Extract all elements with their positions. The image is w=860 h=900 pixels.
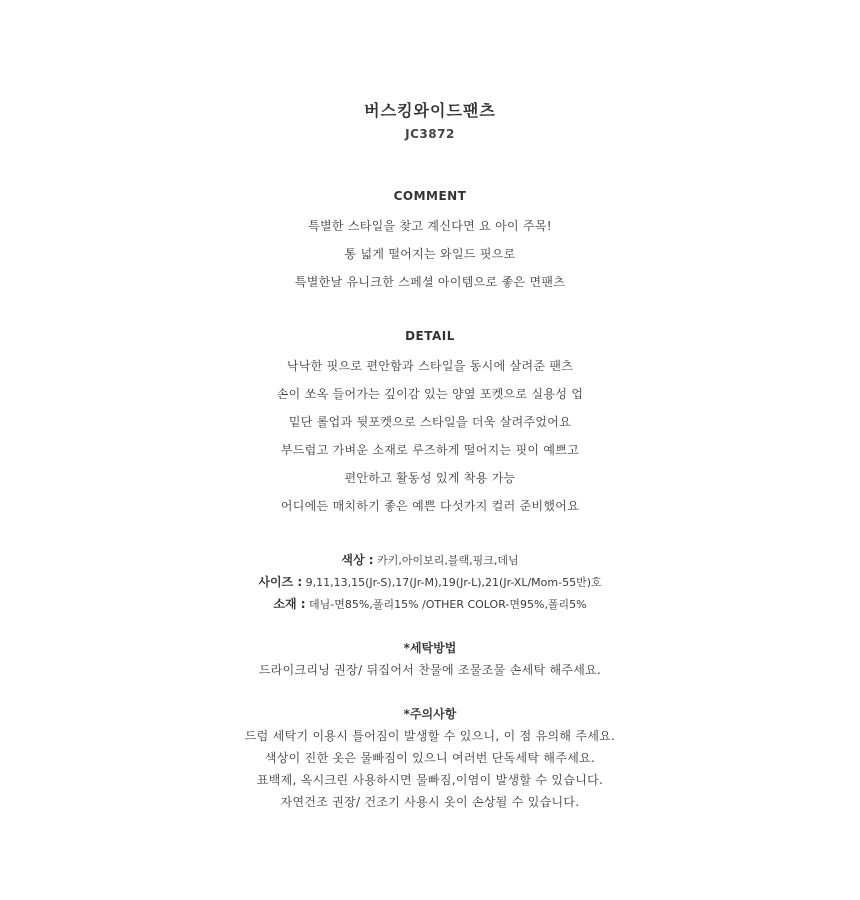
spec-color-label: 색상 : (341, 553, 374, 567)
caution-line: 자연건조 권장/ 건조기 사용시 옷이 손상될 수 있습니다. (280, 795, 580, 809)
spec-material (0, 595, 860, 612)
detail-line: 손이 쏘옥 들어가는 깊이감 있는 양옆 포켓으로 실용성 업 (276, 387, 584, 401)
detail-line: 어디에든 매치하기 좋은 예쁜 다섯가지 컬러 준비했어요 (280, 499, 580, 513)
product-title: 버스킹와이드팬츠 (364, 101, 496, 120)
washing-heading: *세탁방법 (403, 641, 457, 655)
caution-line: 표백제, 옥시크린 사용하시면 물빠짐,이염이 발생할 수 있습니다. (256, 773, 604, 787)
comment-line: 특별한날 유니크한 스페셜 아이템으로 좋은 면팬츠 (294, 275, 566, 289)
detail-line: 낙낙한 핏으로 편안함과 스타일을 동시에 살려준 팬츠 (286, 359, 574, 373)
detail-line: 밑단 롤업과 뒷포켓으로 스타일을 더욱 살려주었어요 (288, 415, 572, 429)
spec-color-value: 카키,아이보리,블랙,핑크,데님 (373, 554, 519, 567)
comment-line: 특별한 스타일을 찾고 계신다면 요 아이 주목! (308, 219, 552, 233)
detail-heading: DETAIL (405, 329, 455, 343)
spec-size-label: 사이즈 : (258, 575, 303, 589)
spec-material-label: 소재 : (273, 597, 306, 611)
spec-material-value: 데님-면85%,폴리15% /OTHER COLOR-면95%,폴리5% (305, 598, 587, 611)
washing-line: 드라이크리닝 권장/ 뒤집어서 찬물에 조물조물 손세탁 해주세요. (258, 663, 602, 677)
comment-heading: COMMENT (393, 189, 467, 203)
spec-size-value: 9,11,13,15(Jr-S),17(Jr-M),19(Jr-L),21(Jr-XL/Mom-55반)호 (302, 576, 602, 589)
detail-line: 부드럽고 가벼운 소재로 루즈하게 떨어지는 핏이 예쁘고 (280, 443, 580, 457)
caution-line: 색상이 진한 옷은 물빠짐이 있으니 여러번 단독세탁 해주세요. (264, 751, 596, 765)
detail-line: 편안하고 활동성 있게 착용 가능 (344, 471, 516, 485)
comment-line: 통 넓게 떨어지는 와일드 핏으로 (344, 247, 516, 261)
caution-line: 드럼 세탁기 이용시 틀어짐이 발생할 수 있으니, 이 점 유의해 주세요. (244, 729, 616, 743)
spec-color (0, 551, 860, 568)
caution-heading: *주의사항 (403, 707, 457, 721)
product-code: JC3872 (405, 127, 455, 141)
spec-size (0, 573, 860, 590)
